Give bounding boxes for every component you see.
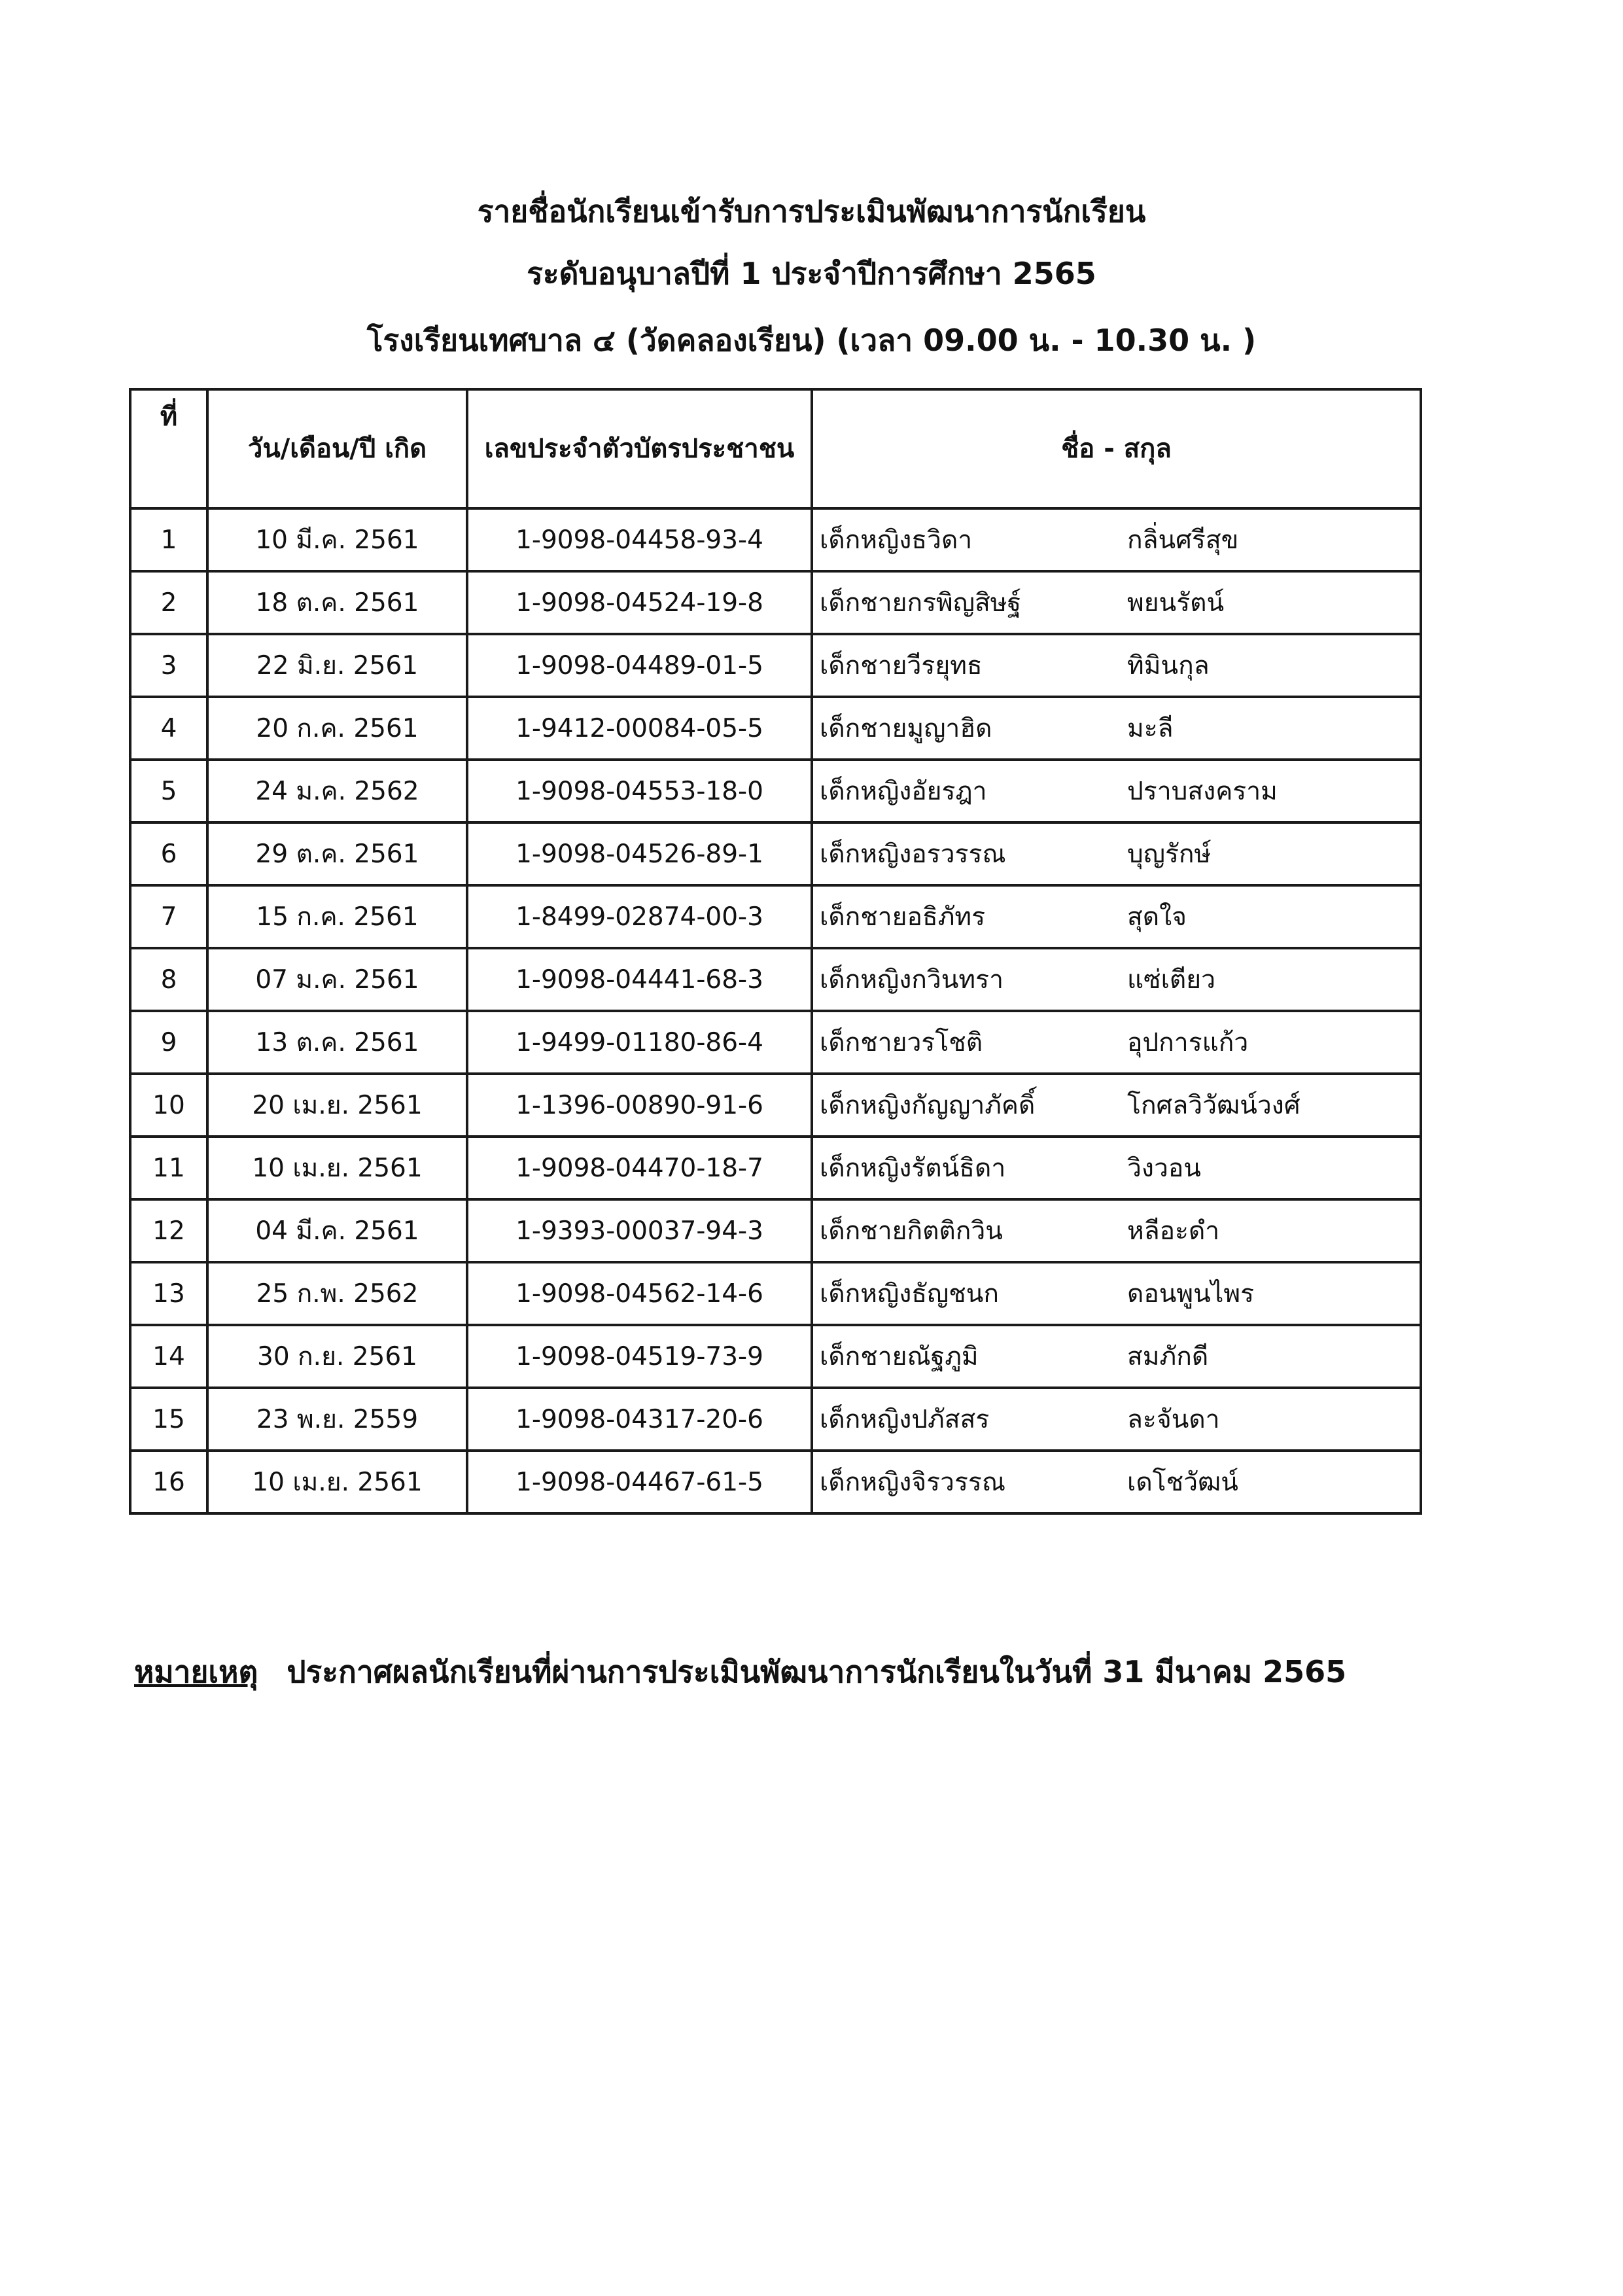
full-name-cell	[812, 1199, 1421, 1262]
last-name: ปราบสงคราม	[1127, 777, 1278, 806]
birth-date-cell: 04 มี.ค. 2561	[207, 1199, 467, 1262]
row-number-cell: 14	[130, 1325, 207, 1388]
national-id-cell: 1-8499-02874-00-3	[467, 885, 812, 948]
table-row	[130, 1074, 1421, 1137]
row-number-cell: 7	[130, 885, 207, 948]
footer-note	[134, 1652, 1346, 1691]
full-name-cell	[812, 634, 1421, 697]
full-name-cell	[812, 1388, 1421, 1451]
note-text: ประกาศผลนักเรียนที่ผ่านการประเมินพัฒนาการนักเรียนในวันที่ 31 มีนาคม 2565	[287, 1654, 1347, 1689]
full-name-cell	[812, 697, 1421, 760]
birth-date-cell: 23 พ.ย. 2559	[207, 1388, 467, 1451]
last-name: สมภักดี	[1127, 1342, 1209, 1371]
birth-date-cell: 30 ก.ย. 2561	[207, 1325, 467, 1388]
birth-date-cell: 07 ม.ค. 2561	[207, 948, 467, 1011]
table-row	[130, 1451, 1421, 1513]
national-id-cell: 1-9098-04524-19-8	[467, 571, 812, 634]
national-id-cell: 1-9393-00037-94-3	[467, 1199, 812, 1262]
first-name: เด็กหญิงธวิดา	[820, 525, 973, 555]
first-name: เด็กหญิงจิรวรรณ	[820, 1468, 1006, 1497]
full-name-cell	[812, 571, 1421, 634]
row-number-cell: 5	[130, 760, 207, 822]
first-name: เด็กหญิงกัญญาภัคดิ์	[820, 1091, 1036, 1120]
row-number-cell: 3	[130, 634, 207, 697]
row-number-cell: 10	[130, 1074, 207, 1137]
first-name: เด็กหญิงกวินทรา	[820, 965, 1003, 995]
first-name: เด็กชายวีรยุทธ	[820, 651, 983, 680]
table-row	[130, 571, 1421, 634]
birth-date-cell: 18 ต.ค. 2561	[207, 571, 467, 634]
last-name: พยนรัตน์	[1127, 588, 1225, 618]
birth-date-cell: 24 ม.ค. 2562	[207, 760, 467, 822]
row-number-cell: 11	[130, 1137, 207, 1199]
table-row	[130, 1199, 1421, 1262]
first-name: เด็กหญิงอัยรฎา	[820, 777, 987, 806]
birth-date-cell: 29 ต.ค. 2561	[207, 822, 467, 885]
last-name: อุปการแก้ว	[1127, 1028, 1249, 1057]
row-number-cell: 4	[130, 697, 207, 760]
last-name: บุญรักษ์	[1127, 839, 1212, 869]
last-name: แซ่เตียว	[1127, 965, 1216, 995]
birth-date-cell: 10 เม.ย. 2561	[207, 1451, 467, 1513]
row-number-cell: 15	[130, 1388, 207, 1451]
first-name: เด็กหญิงธัญชนก	[820, 1279, 1000, 1309]
first-name: เด็กชายกรพิญสิษฐ์	[820, 588, 1022, 618]
full-name-cell	[812, 508, 1421, 571]
last-name: กลิ่นศรีสุข	[1127, 525, 1239, 555]
row-number-cell: 13	[130, 1262, 207, 1325]
first-name: เด็กชายกิตติกวิน	[820, 1216, 1003, 1246]
table-row	[130, 1262, 1421, 1325]
national-id-cell: 1-9098-04441-68-3	[467, 948, 812, 1011]
header-dob: วัน/เดือน/ปี เกิด	[207, 389, 467, 508]
last-name: มะลี	[1127, 714, 1174, 743]
table-row	[130, 634, 1421, 697]
last-name: ละจันดา	[1127, 1405, 1220, 1434]
full-name-cell	[812, 760, 1421, 822]
first-name: เด็กหญิงอรวรรณ	[820, 839, 1006, 869]
first-name: เด็กหญิงปภัสสร	[820, 1405, 990, 1434]
row-number-cell: 8	[130, 948, 207, 1011]
table-row	[130, 822, 1421, 885]
full-name-cell	[812, 948, 1421, 1011]
first-name: เด็กชายมูญาฮิด	[820, 714, 992, 743]
national-id-cell: 1-9098-04489-01-5	[467, 634, 812, 697]
row-number-cell: 6	[130, 822, 207, 885]
document-subtitle: ระดับอนุบาลปีที่ 1 ประจำปีการศึกษา 2565	[527, 256, 1096, 291]
first-name: เด็กหญิงรัตน์ธิดา	[820, 1154, 1006, 1183]
birth-date-cell: 22 มิ.ย. 2561	[207, 634, 467, 697]
full-name-cell	[812, 1325, 1421, 1388]
national-id-cell: 1-1396-00890-91-6	[467, 1074, 812, 1137]
last-name: วิงวอน	[1127, 1154, 1201, 1183]
first-name: เด็กชายวรโชติ	[820, 1028, 983, 1057]
table-row	[130, 1137, 1421, 1199]
full-name-cell	[812, 1262, 1421, 1325]
row-number-cell: 12	[130, 1199, 207, 1262]
birth-date-cell: 10 เม.ย. 2561	[207, 1137, 467, 1199]
row-number-cell: 9	[130, 1011, 207, 1074]
national-id-cell: 1-9098-04526-89-1	[467, 822, 812, 885]
header-id	[467, 389, 812, 508]
row-number-cell: 2	[130, 571, 207, 634]
table-body	[130, 508, 1421, 1513]
national-id-cell: 1-9412-00084-05-5	[467, 697, 812, 760]
table-header-row	[130, 389, 1421, 508]
national-id-cell: 1-9098-04458-93-4	[467, 508, 812, 571]
header-no: ที่	[130, 389, 207, 508]
table-row	[130, 1388, 1421, 1451]
birth-date-cell: 10 มี.ค. 2561	[207, 508, 467, 571]
header-name: ชื่อ - สกุล	[812, 389, 1421, 508]
birth-date-cell: 20 ก.ค. 2561	[207, 697, 467, 760]
first-name: เด็กชายณัฐภูมิ	[820, 1342, 979, 1371]
national-id-cell: 1-9098-04317-20-6	[467, 1388, 812, 1451]
national-id-cell: 1-9098-04553-18-0	[467, 760, 812, 822]
full-name-cell	[812, 822, 1421, 885]
first-name: เด็กชายอธิภัทร	[820, 902, 986, 932]
table-row	[130, 697, 1421, 760]
table-row	[130, 1325, 1421, 1388]
table-row	[130, 948, 1421, 1011]
national-id-cell: 1-9098-04562-14-6	[467, 1262, 812, 1325]
last-name: หลีอะดำ	[1127, 1216, 1220, 1246]
last-name: เดโชวัฒน์	[1127, 1468, 1238, 1497]
last-name: ทิมินกุล	[1127, 651, 1210, 680]
table-row	[130, 760, 1421, 822]
last-name: โกศลวิวัฒน์วงศ์	[1127, 1091, 1300, 1120]
table-row	[130, 885, 1421, 948]
note-label: หมายเหตุ	[134, 1654, 258, 1689]
last-name: สุดใจ	[1127, 902, 1187, 932]
full-name-cell	[812, 1011, 1421, 1074]
national-id-cell: 1-9098-04467-61-5	[467, 1451, 812, 1513]
header-id-label: เลขประจำตัวบัตรประชาชน	[484, 434, 795, 464]
school-and-time: โรงเรียนเทศบาล ๔ (วัดคลองเรียน) (เวลา 09.00 น. - 10.30 น. )	[366, 323, 1257, 358]
birth-date-cell: 20 เม.ย. 2561	[207, 1074, 467, 1137]
row-number-cell: 16	[130, 1451, 207, 1513]
birth-date-cell: 13 ต.ค. 2561	[207, 1011, 467, 1074]
national-id-cell: 1-9499-01180-86-4	[467, 1011, 812, 1074]
table-row	[130, 508, 1421, 571]
national-id-cell: 1-9098-04519-73-9	[467, 1325, 812, 1388]
table-row	[130, 1011, 1421, 1074]
student-table	[129, 388, 1422, 1515]
birth-date-cell: 15 ก.ค. 2561	[207, 885, 467, 948]
full-name-cell	[812, 1451, 1421, 1513]
document-title: รายชื่อนักเรียนเข้ารับการประเมินพัฒนาการนักเรียน	[477, 194, 1146, 229]
full-name-cell	[812, 885, 1421, 948]
row-number-cell: 1	[130, 508, 207, 571]
full-name-cell	[812, 1137, 1421, 1199]
national-id-cell: 1-9098-04470-18-7	[467, 1137, 812, 1199]
last-name: ดอนพูนไพร	[1127, 1279, 1255, 1309]
birth-date-cell: 25 ก.พ. 2562	[207, 1262, 467, 1325]
full-name-cell	[812, 1074, 1421, 1137]
